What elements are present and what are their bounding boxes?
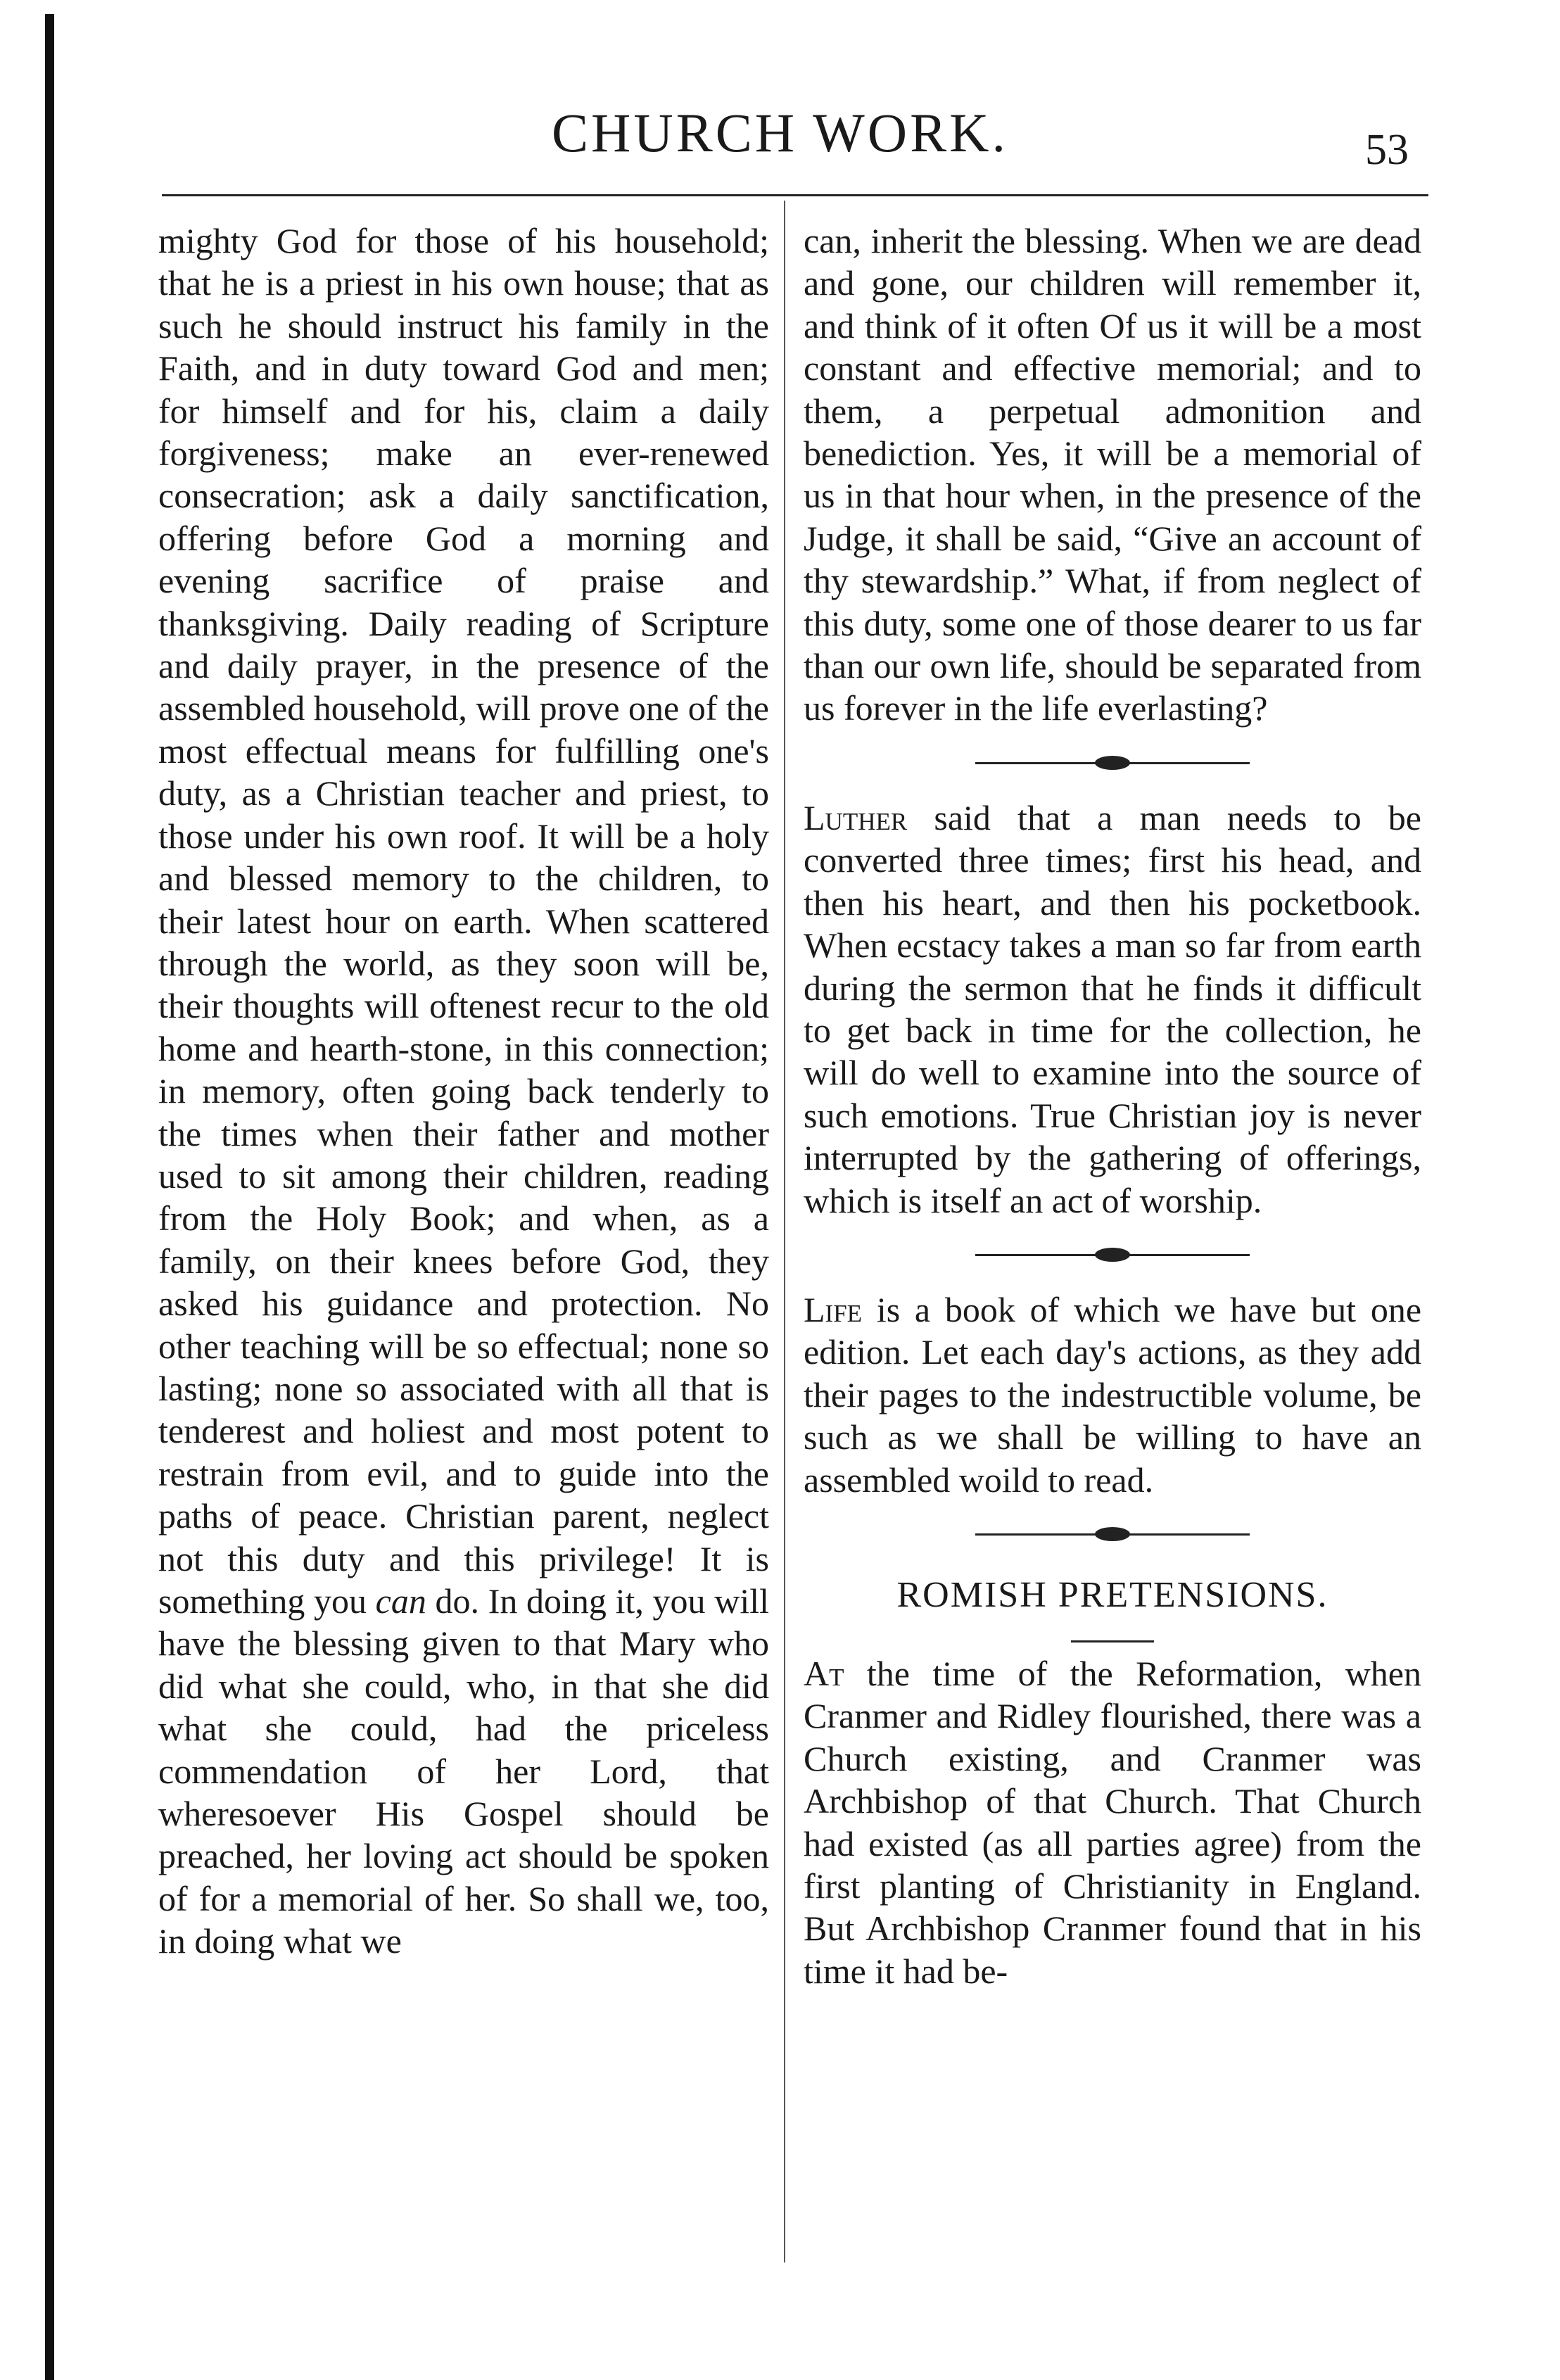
left-column-text: mighty God for those of his household; that he is a priest in his own house; that as such he should instruct his family in the Faith, and in duty toward God and men; for himself and for his, claim a daily forgiveness; make an ever-renewed consecration; ask a daily sanctification, offering before God a morning and evening sacrifice of praise and thanksgiving. Daily reading of Scripture and daily prayer, in the presence of the assembled household, will prove one of the most effectual means for fulfilling one's duty, as a Christian teacher and priest, to those under his own roof. It will be a holy and blessed memory to the children, to their latest hour on earth. When scattered through the world, as they soon will be, their thoughts will oftenest recur to the old home and hearth-stone, in this connection; in memory, often going back tenderly to the times when their father and mother used to sit among their children, reading from the Holy Book; and when, as a family, on their knees before God, they asked his guidance and protection. No other teaching will be so effectual; none so lasting; none so associated with all that is tenderest and holiest and most potent to restrain from evil, and to guide into the paths of peace. Christian parent, neglect not this duty and this privilege! It is something you bbox=[158, 221, 769, 1621]
column-divider bbox=[784, 201, 785, 2262]
right-column bbox=[804, 220, 1421, 1992]
left-column bbox=[158, 220, 769, 1963]
life-paragraph bbox=[804, 1289, 1421, 1501]
ornamental-divider bbox=[804, 1501, 1421, 1568]
ornamental-divider bbox=[804, 1222, 1421, 1289]
romish-text: the time of the Reformation, when Cranmer and Ridley flourished, there was a Church existing, and Cranmer was Archbishop of that Church. That Church had existed (as all parties agree) from the first planting of Christianity in England. But Archbishop Cranmer found that in his time it had be- bbox=[804, 1653, 1422, 1991]
luther-paragraph bbox=[804, 797, 1421, 1222]
running-head-title: CHURCH WORK. bbox=[552, 102, 1008, 163]
header-rule bbox=[162, 194, 1428, 196]
romish-lead-word: At bbox=[804, 1653, 844, 1693]
life-lead-word: Life bbox=[804, 1289, 863, 1329]
section-heading: ROMISH PRETENSIONS. bbox=[896, 1575, 1328, 1616]
continuation-paragraph: can, inherit the blessing. When we are dead and gone, our children will remember it, and think of it often Of us it will be a most constant and effective memorial; and to them, a perpetual admonition and benediction. Yes, it will be a memorial of us in that hour when, in the presence of the Judge, it shall be said, “Give an account of thy stewardship.” What, if from neglect of this duty, some one of those dearer to us far than our own life, should be separated from us forever in the life everlasting? bbox=[804, 221, 1421, 728]
left-column-paragraph bbox=[158, 220, 769, 1963]
luther-lead-word: Luther bbox=[804, 797, 908, 837]
page-number: 53 bbox=[1365, 126, 1409, 174]
romish-paragraph bbox=[804, 1652, 1421, 1992]
ornamental-divider bbox=[804, 730, 1421, 797]
luther-text: said that a man needs to be converted three times; first his head, and then his heart, and then his pocketbook. When ecstacy takes a man so far from earth during the sermon that he finds it difficult to get back in time for the collection, he will do well to examine into the source of such emotions. True Christian joy is never interrupted by the gathering of offerings, which is itself an act of worship. bbox=[804, 797, 1421, 1220]
left-column-text-end: do. In doing it, you will have the blessing given to that Mary who did what she could, who, in that she did what she could, had the priceless commendation of her Lord, that wheresoever His Gospel should be preached, her loving act should be spoken of for a memorial of her. So shall we, too, in doing what we bbox=[158, 1581, 770, 1961]
life-text: is a book of which we have but one edition. Let each day's actions, as they add their pages to the indestructible volume, be such as we shall be willing to have an assembled woild to read. bbox=[804, 1289, 1422, 1500]
section-heading-block bbox=[804, 1568, 1421, 1652]
scan-binding-edge bbox=[45, 14, 54, 2380]
heading-rule bbox=[1071, 1640, 1154, 1642]
left-column-italic-word: can bbox=[375, 1581, 426, 1621]
